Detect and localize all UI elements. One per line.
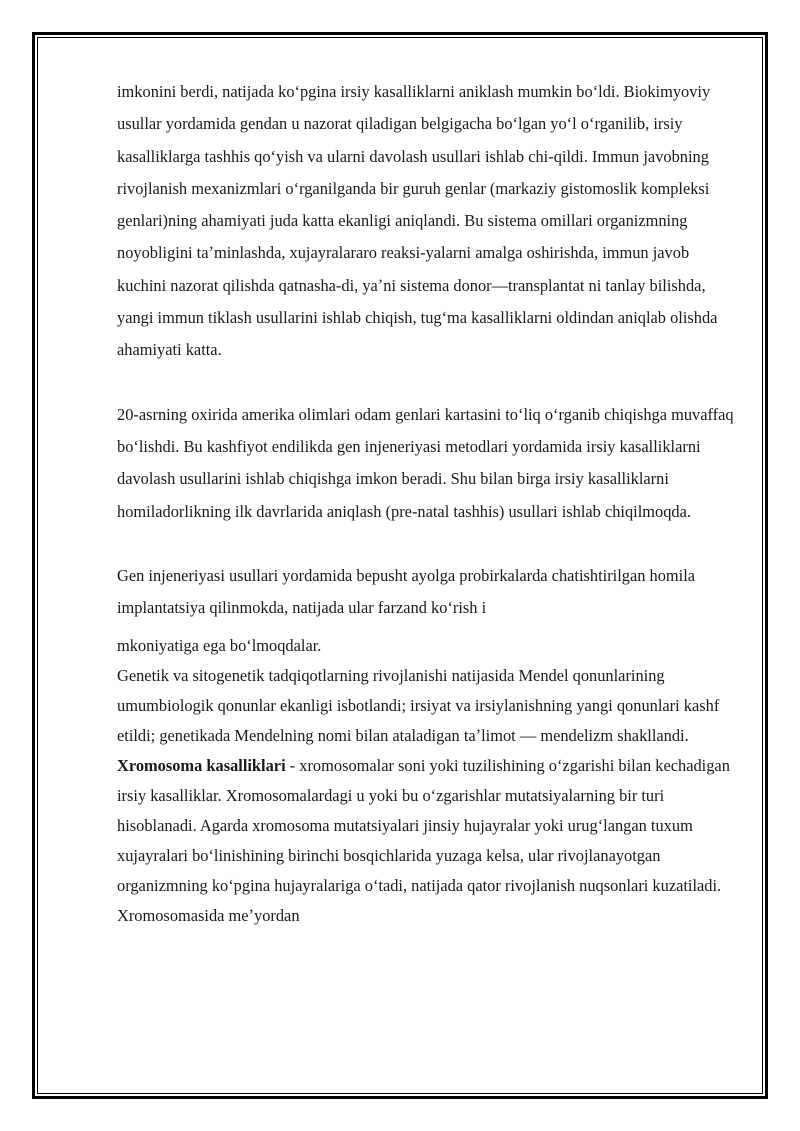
term-chromosome-diseases: Xromosoma kasalliklari	[117, 756, 286, 776]
paragraph-mendelism: Genetik va sitogenetik tadqiqotlarning rivojlanishi natijasida Mendel qonunlarining umumbiologik qonunlar ekanligi isbotlandi; irsiyat va irsiylanishning yangi qonunlari kashf etildi; genetikada Mendelning nomi bilan ataladigan taʼlimot — mendelizm shakllandi.	[117, 666, 720, 746]
paragraph-immunology: imkonini berdi, natijada koʻpgina irsiy kasalliklarni aniklash mumkin boʻldi. Biokimyoviy usullar yordamida gendan u nazorat qiladigan belgigacha boʻlgan yoʻl oʻrganilib, irsiy kasalliklarga tashhis qoʻyish va ularni davolash usullari ishlab chi-qildi. Immun javobning rivojlanish mexanizmlari oʻrganilganda bir guruh genlar (markaziy gistomoslik kompleksi genlari)ning ahamiyati juda katta ekanligi aniqlandi. Bu sistema omillari organizmning noyobligini taʼminlashda, xujayralararo reaksi-yalarni amalga oshirishda, immun javob kuchini nazorat qilishda qatnasha-di, yaʼni sistema donor—transplantat ni tanlay bilishda, yangi immun tiklash usullarini ishlab chiqish, tugʻma kasalliklarni oldindan aniqlab olishda ahamiyati katta.	[117, 82, 718, 360]
definition-text: - xromosomalar soni yoki tuzilishining oʻzgarishi bilan kechadigan irsiy kasalliklar. Xromosomalardagi u yoki bu oʻzgarishlar mutatsiyalarning bir turi hisoblanadi. Agarda xromosoma mutatsiyalari jinsiy hujayralar yoki urugʻlangan tuxum xujayralari boʻlinishining birinchi bosqichlarida yuzaga kelsa, ular rivojlanayotgan organizmning koʻpgina hujayralariga oʻtadi, natijada qator rivojlanish nuqsonlari kuzatiladi. Xromosomasida meʼyordan	[117, 756, 730, 926]
paragraph-genome-map: 20-asrning oxirida amerika olimlari odam genlari kartasini toʻliq oʻrganib chiqishga muvaffaq boʻlishdi. Bu kashfiyot endilikda gen injeneriyasi metodlari yordamida irsiy kasalliklarni davolash usullarini ishlab chiqishga imkon beradi. Shu bilan birga irsiy kasalliklarni homiladorlikning ilk davrlarida aniqlash (pre-natal tashhis) usullari ishlab chiqilmoqda.	[117, 404, 734, 521]
paragraph-gene-engineering: Gen injeneriyasi usullari yordamida bepusht ayolga probirkalarda chatishtirilgan homila implantatsiya qilinmokda, natijada ular farzand koʻrish i	[117, 565, 696, 618]
paragraph-chromosome-diseases	[117, 751, 737, 931]
document-body	[117, 76, 737, 931]
paragraph-continuation: mkoniyatiga ega boʻlmoqdalar.	[117, 636, 322, 656]
